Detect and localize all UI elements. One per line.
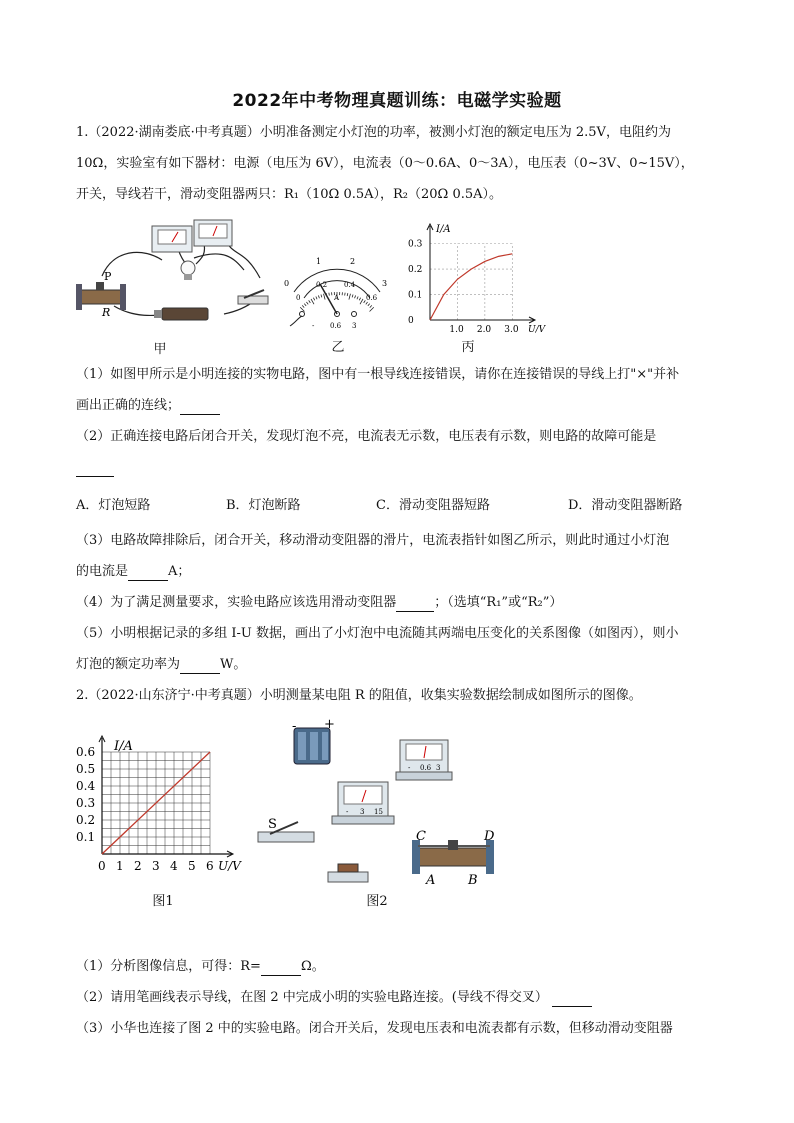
resistor-icon xyxy=(328,864,368,882)
answer-blank-7[interactable] xyxy=(552,992,592,1007)
figure-bing-caption: 丙 xyxy=(461,340,475,355)
y-tick-label: 0.1 xyxy=(76,830,96,844)
dial-tick xyxy=(368,304,370,306)
battery-pack-icon xyxy=(294,728,330,764)
dial-tick xyxy=(370,307,374,311)
svg-text:15: 15 xyxy=(374,808,383,816)
ammeter-icon xyxy=(152,226,192,252)
dial-bottom-0: 0 xyxy=(296,294,301,302)
dial-unit: A xyxy=(334,294,340,302)
q2-line: 2.（2022·山东济宁·中考真题）小明测量某电阻 R 的阻值，收集实验数据绘制成如图所示的图像。 xyxy=(76,688,642,703)
q1-line-1: 1.（2022·湖南娄底·中考真题）小明准备测定小灯泡的功率，被测小灯泡的额定电压为 2.5V，电阻约为 xyxy=(76,125,671,140)
dial-bottom-2: 0.4 xyxy=(344,281,356,289)
dial-tick xyxy=(318,295,319,298)
svg-text:0.6: 0.6 xyxy=(420,764,432,772)
option-b[interactable]: B．灯泡断路 xyxy=(226,498,301,513)
x-tick-label: 6 xyxy=(206,859,214,873)
figure-1-caption: 图1 xyxy=(152,894,174,909)
dial-tick xyxy=(360,299,363,304)
rheostat-b-label: B xyxy=(468,873,478,888)
ammeter-small-icon xyxy=(396,740,452,780)
dial-tick xyxy=(309,300,311,303)
dial-bottom-1: 0.2 xyxy=(316,281,328,289)
series-line xyxy=(430,254,512,320)
voltmeter-icon xyxy=(194,220,232,246)
dial-tick xyxy=(359,298,360,301)
q2-sub3-line: （3）小华也连接了图 2 中的实验电路。闭合开关后，发现电压表和电流表都有示数，但移动滑动变阻器 xyxy=(76,1021,673,1036)
x-tick-label: 2.0 xyxy=(476,325,492,335)
x-tick-label: 1 xyxy=(116,859,124,873)
dial-terminal-06: 0.6 xyxy=(330,322,342,330)
figure-2-caption: 图2 xyxy=(366,894,388,909)
switch-icon xyxy=(238,290,268,304)
answer-blank-1[interactable] xyxy=(180,400,220,415)
figure-jia-caption: 甲 xyxy=(153,342,167,357)
answer-blank-6[interactable] xyxy=(261,961,301,976)
x-tick-label: 3 xyxy=(152,859,160,873)
bulb-icon xyxy=(181,261,195,280)
answer-blank-5[interactable] xyxy=(180,659,220,674)
option-d[interactable]: D．滑动变阻器断路 xyxy=(568,498,683,513)
q1-sub1-line-1: （1）如图甲所示是小明连接的实物电路，图中有一根导线连接错误，请你在连接错误的导线上打"×"并补 xyxy=(76,367,680,382)
x-tick-label: 3.0 xyxy=(504,325,519,335)
svg-text:3: 3 xyxy=(360,808,365,816)
dial-top-2: 2 xyxy=(350,257,356,266)
dial-tick xyxy=(300,307,304,311)
rheostat-icon xyxy=(412,840,494,874)
dial-tick xyxy=(370,305,372,307)
y-tick-label: 0.2 xyxy=(76,813,96,827)
rheostat-icon xyxy=(76,282,126,310)
x-tick-label: 0 xyxy=(98,859,106,873)
dial-top-1: 1 xyxy=(316,257,322,266)
dial-top-3: 3 xyxy=(382,279,388,288)
q1-line-3: 开关，导线若干，滑动变阻器两只：R₁（10Ω 0.5A），R₂（20Ω 0.5A）。 xyxy=(76,187,503,202)
dial-tick xyxy=(321,295,322,298)
dial-tick xyxy=(304,304,306,306)
q1-sub2-line-1: （2）正确连接电路后闭合开关，发现灯泡不亮，电流表无示数，电压表有示数，则电路的故障可能是 xyxy=(76,429,657,444)
figure-yi-caption: 乙 xyxy=(331,340,345,355)
option-c[interactable]: C．滑动变阻器短路 xyxy=(376,498,490,513)
page-title: 2022年中考物理真题训练：电磁学实验题 xyxy=(232,91,562,111)
y-tick-label: 0.3 xyxy=(408,239,423,250)
dial-tick xyxy=(316,296,317,299)
q1-line-2: 10Ω，实验室有如下器材：电源（电压为 6V），电流表（0～0.6A、0～3A），电压表（0~3V、0~15V）， xyxy=(76,156,694,171)
option-a[interactable]: A．灯泡短路 xyxy=(76,498,151,513)
dial-tick xyxy=(324,294,326,300)
answer-blank-4[interactable] xyxy=(396,597,434,612)
y-tick-label: 0 xyxy=(408,316,414,326)
dial-tick xyxy=(313,298,314,301)
answer-blank-3[interactable] xyxy=(128,566,168,581)
rheostat-c-label: C xyxy=(416,829,426,844)
rheostat-r-label: R xyxy=(102,306,111,319)
y-tick-label: 0.4 xyxy=(76,779,96,793)
svg-text:-: - xyxy=(408,764,411,772)
x-tick-label: 4 xyxy=(170,859,178,873)
svg-text:3: 3 xyxy=(436,764,441,772)
rheostat-a-label: A xyxy=(426,873,436,888)
q1-sub5-line-1: （5）小明根据记录的多组 I-U 数据，画出了小灯泡中电流随其两端电压变化的关系图像（如图丙），则小 xyxy=(76,626,679,641)
dial-tick xyxy=(302,305,304,307)
q1-sub4-line: （4）为了满足测量要求，实验电路应该选用滑动变阻器 ；（选填“R₁”或“R₂”） xyxy=(76,595,563,610)
q2-sub2-line: （2）请用笔画线表示导线，在图 2 中完成小明的实验电路连接。(导线不得交叉） xyxy=(76,989,592,1007)
dial-tick xyxy=(366,302,368,304)
y-tick-label: 0.6 xyxy=(76,745,96,759)
voltmeter-icon xyxy=(332,782,394,824)
q1-sub3-line-2: 的电流是 A； xyxy=(76,564,191,579)
switch-icon xyxy=(258,822,314,842)
q1-sub2-line-2 xyxy=(76,459,114,477)
battery-icon xyxy=(154,308,208,320)
y-tick-label: 0.5 xyxy=(76,762,96,776)
dial-top-0: 0 xyxy=(284,279,290,288)
y-axis-label: I/A xyxy=(436,224,451,235)
x-tick-label: 1.0 xyxy=(449,325,464,335)
y-tick-label: 0.3 xyxy=(76,796,96,810)
x-axis-label: U/V xyxy=(218,859,241,873)
battery-minus-label: - xyxy=(292,719,297,734)
figure-jia-circuit xyxy=(74,218,270,348)
q2-sub1-line: （1）分析图像信息，可得：R= Ω。 xyxy=(76,959,325,974)
figure-2-apparatus xyxy=(254,716,514,888)
dial-terminal-3: 3 xyxy=(352,322,357,330)
dial-tick xyxy=(349,294,351,300)
dial-tick xyxy=(355,295,356,298)
dial-tick xyxy=(347,293,348,296)
y-tick-label: 0.1 xyxy=(408,290,423,301)
figure-yi-meter-dial xyxy=(282,252,392,330)
svg-text:-: - xyxy=(346,808,349,816)
rheostat-p-label: P xyxy=(104,270,112,283)
figure-bing-chart xyxy=(404,220,546,344)
x-axis-label: U/V xyxy=(528,325,546,335)
q1-sub3-line-1: （3）电路故障排除后，闭合开关，移动滑动变阻器的滑片，电流表指针如图乙所示，则此时通过小灯泡 xyxy=(76,533,670,548)
q1-sub1-line-2: 画出正确的连线； xyxy=(76,397,220,415)
dial-tick xyxy=(357,296,358,299)
q1-sub5-line-2: 灯泡的额定功率为 W。 xyxy=(76,657,247,672)
y-axis-label: I/A xyxy=(114,739,133,754)
figure-1-chart xyxy=(74,730,254,890)
dial-terminal-minus: - xyxy=(312,322,315,330)
dial-tick xyxy=(352,295,353,298)
dial-tick xyxy=(306,302,308,304)
rheostat-d-label: D xyxy=(484,829,495,844)
dial-bottom-3: 0.6 xyxy=(366,294,378,302)
answer-blank-2[interactable] xyxy=(76,462,114,477)
x-tick-label: 2 xyxy=(134,859,142,873)
battery-plus-label: + xyxy=(324,717,335,732)
y-tick-label: 0.2 xyxy=(408,265,423,276)
dial-tick xyxy=(311,299,314,304)
x-tick-label: 5 xyxy=(188,859,196,873)
switch-s-label: S xyxy=(268,817,277,832)
